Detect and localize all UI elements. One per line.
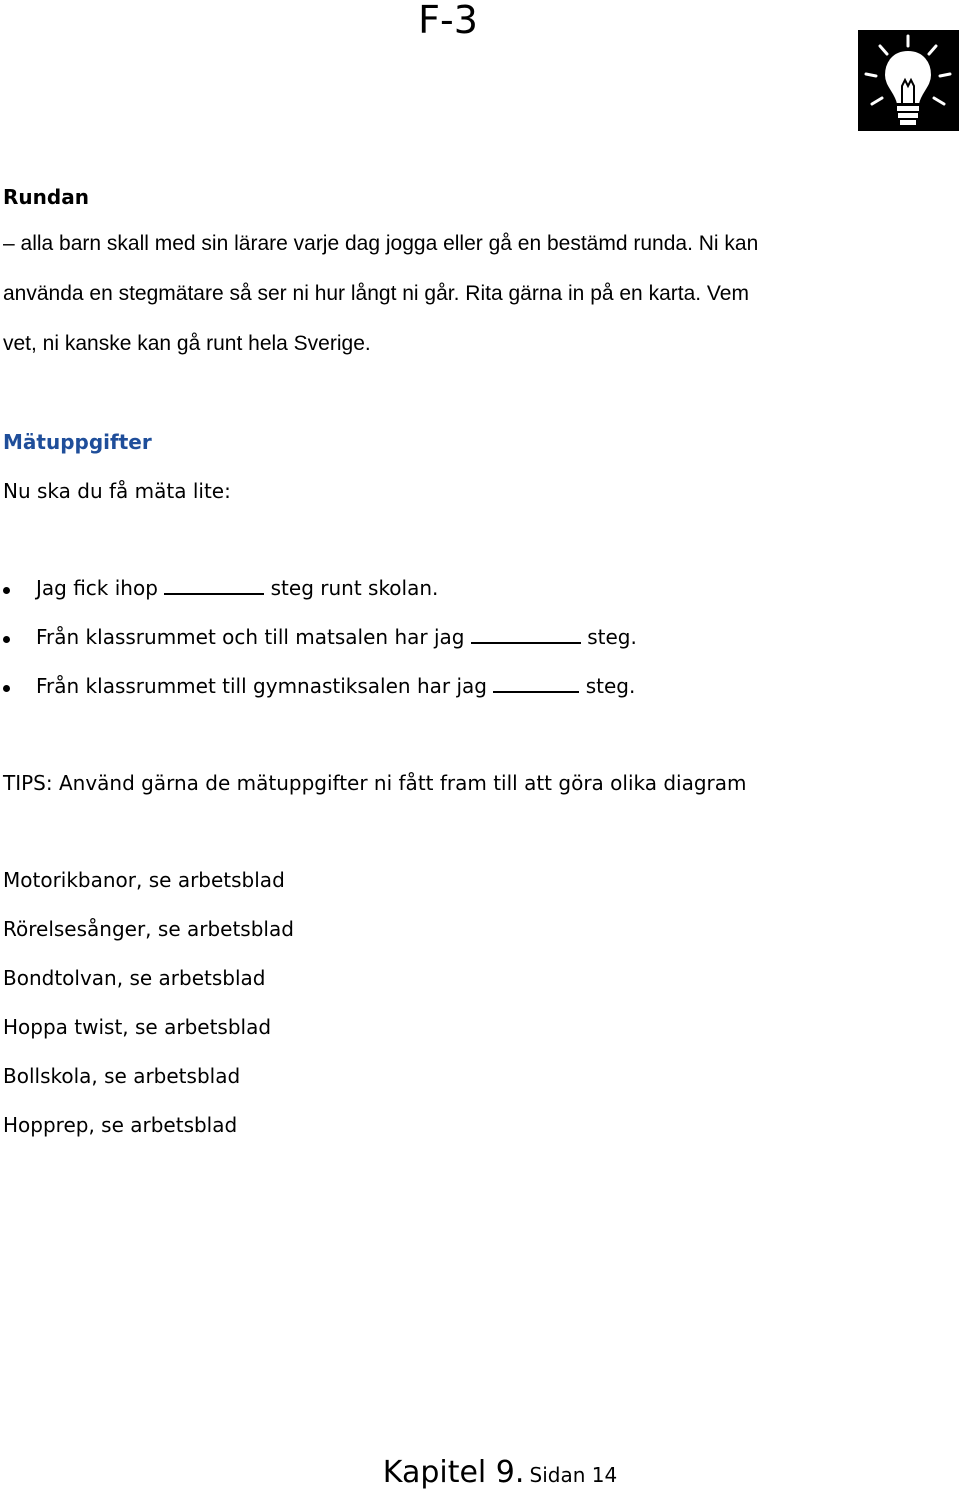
page-title: F-3 — [418, 0, 478, 42]
list-item — [36, 575, 438, 600]
section-heading-matuppgifter: Mätuppgifter — [3, 430, 152, 454]
activity-item: Hoppa twist, se arbetsblad — [3, 1015, 272, 1039]
paragraph-line: – alla barn skall med sin lärare varje dag jogga eller gå en bestämd runda. Ni kan — [3, 232, 759, 255]
intro-text: Nu ska du få mäta lite: — [3, 479, 231, 503]
page-footer — [0, 1455, 960, 1490]
bullet-icon — [3, 685, 10, 692]
activity-item: Bollskola, se arbetsblad — [3, 1064, 241, 1088]
bullet-icon — [3, 587, 10, 594]
paragraph-line: vet, ni kanske kan gå runt hela Sverige. — [3, 332, 371, 355]
tips-text: TIPS: Använd gärna de mätuppgifter ni fått fram till att göra olika diagram — [3, 771, 747, 795]
chapter-label: Kapitel 9. — [382, 1455, 525, 1490]
page-number: Sidan 14 — [529, 1463, 618, 1487]
lightbulb-icon — [858, 30, 959, 131]
answer-blank[interactable] — [493, 673, 579, 693]
activity-item: Hopprep, se arbetsblad — [3, 1113, 238, 1137]
list-item-text: steg. — [585, 674, 636, 698]
list-item-text: Jag fick ihop — [36, 576, 158, 600]
list-item — [36, 673, 635, 698]
answer-blank[interactable] — [471, 624, 581, 644]
list-item-text: Från klassrummet till gymnastiksalen har jag — [36, 674, 487, 698]
section-heading-rundan: Rundan — [3, 185, 89, 209]
list-item-text: Från klassrummet och till matsalen har jag — [36, 625, 465, 649]
bullet-icon — [3, 636, 10, 643]
list-item-text: steg runt skolan. — [270, 576, 439, 600]
activity-item: Motorikbanor, se arbetsblad — [3, 868, 285, 892]
list-item-text: steg. — [587, 625, 637, 649]
activity-item: Bondtolvan, se arbetsblad — [3, 966, 266, 990]
answer-blank[interactable] — [164, 575, 264, 595]
paragraph-line: använda en stegmätare så ser ni hur långt ni går. Rita gärna in på en karta. Vem — [3, 282, 749, 305]
activity-item: Rörelsesånger, se arbetsblad — [3, 917, 294, 941]
list-item — [36, 624, 637, 649]
